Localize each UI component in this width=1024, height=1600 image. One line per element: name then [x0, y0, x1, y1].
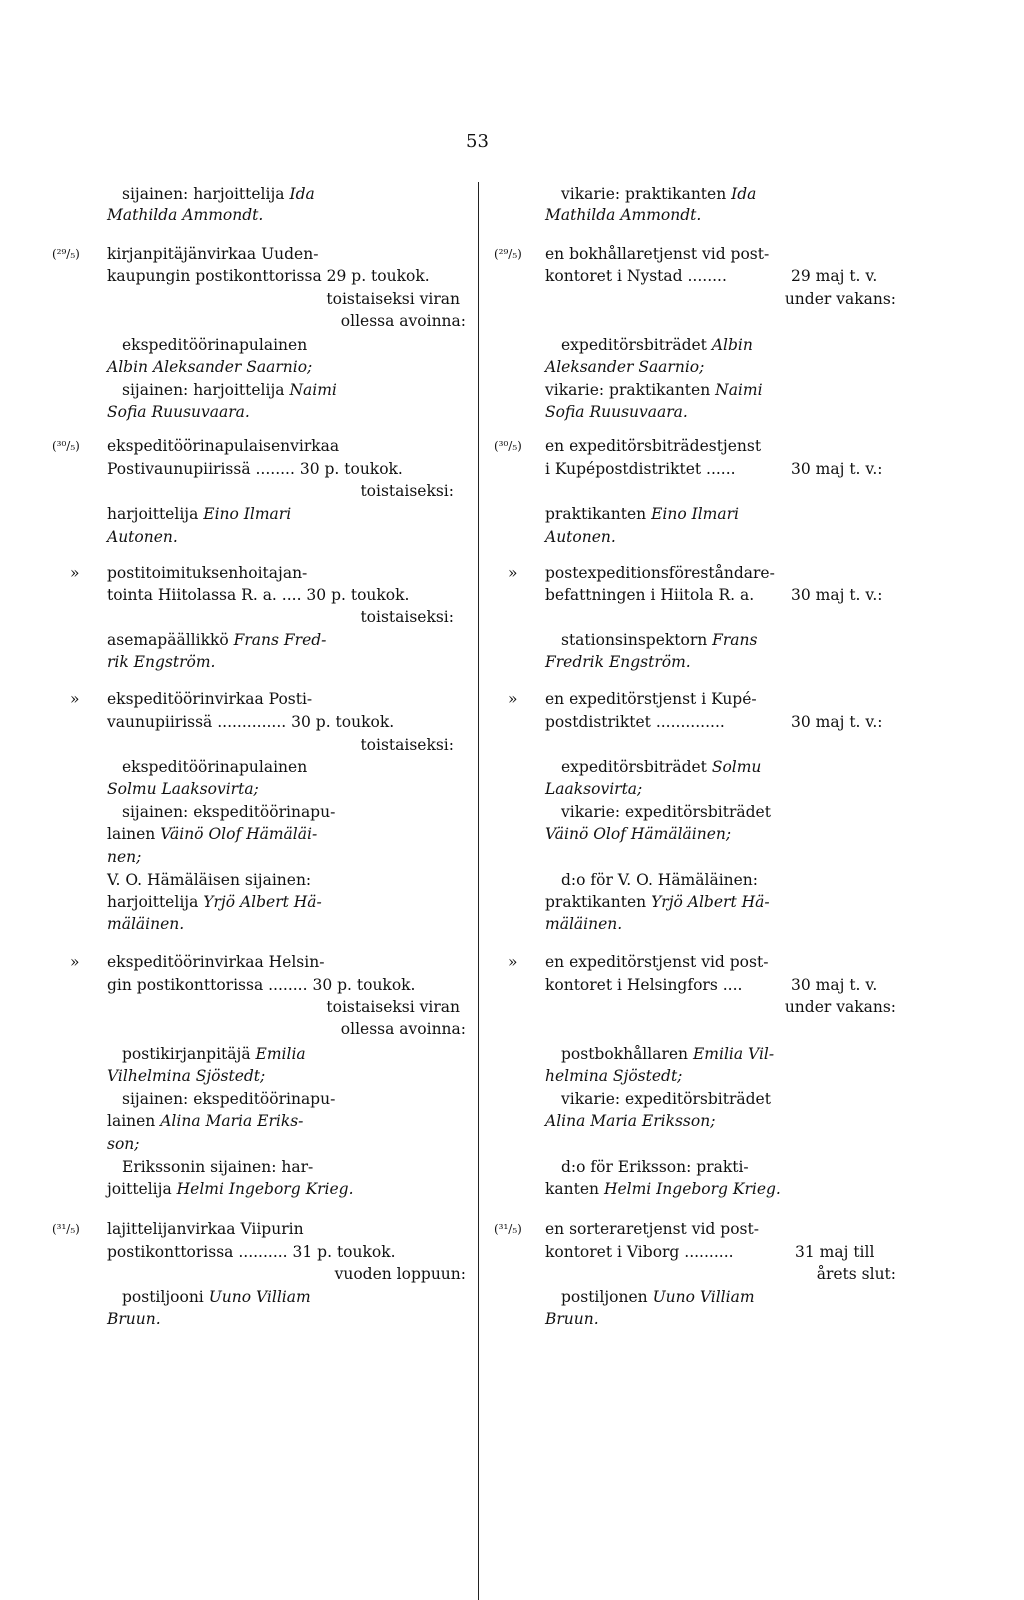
- entry-date: (³¹/₅): [52, 1222, 80, 1236]
- line: Bruun.: [545, 1310, 599, 1328]
- line: postikonttorissa .......... 31 p. toukok.: [107, 1243, 396, 1261]
- line: under vakans:: [784, 998, 896, 1016]
- line: vikarie: praktikanten Ida: [561, 185, 757, 203]
- line: 30 maj t. v.: [791, 976, 878, 994]
- line: kontoret i Viborg ..........: [545, 1243, 734, 1261]
- line: rik Engström.: [107, 653, 216, 671]
- line: vikarie: expeditörsbiträdet: [561, 803, 771, 821]
- line: postiljonen Uuno Villiam: [561, 1288, 755, 1306]
- line: expeditörsbiträdet Albin: [561, 336, 753, 354]
- line: postiljooni Uuno Villiam: [122, 1288, 311, 1306]
- line: Bruun.: [107, 1310, 161, 1328]
- line: 31 maj till: [795, 1243, 875, 1261]
- line: Autonen.: [545, 528, 616, 546]
- line: toistaiseksi viran: [326, 290, 460, 308]
- line: sijainen: harjoittelija Ida: [122, 185, 315, 203]
- line: Laaksovirta;: [545, 780, 643, 798]
- line: 30 maj t. v.:: [791, 713, 883, 731]
- line: sijainen: harjoittelija Naimi: [122, 381, 337, 399]
- line: V. O. Hämäläisen sijainen:: [107, 871, 312, 889]
- ditto-mark: »: [70, 953, 80, 971]
- line: i Kupépostdistriktet ......: [545, 460, 736, 478]
- line: Autonen.: [107, 528, 178, 546]
- line: postdistriktet ..............: [545, 713, 725, 731]
- line: 30 maj t. v.:: [791, 586, 883, 604]
- line: lainen Väinö Olof Hämäläi-: [107, 825, 318, 843]
- line: asemapäällikkö Frans Fred-: [107, 631, 327, 649]
- line: harjoittelija Eino Ilmari: [107, 505, 292, 523]
- line: mäläinen.: [107, 915, 185, 933]
- line: kanten Helmi Ingeborg Krieg.: [545, 1180, 781, 1198]
- entry-date: (²⁹/₅): [52, 247, 80, 261]
- line: postbokhållaren Emilia Vil-: [561, 1045, 775, 1063]
- line: Albin Aleksander Saarnio;: [107, 358, 313, 376]
- line: postikirjanpitäjä Emilia: [122, 1045, 306, 1063]
- line: d:o för V. O. Hämäläinen:: [561, 871, 759, 889]
- line: kaupungin postikonttorissa 29 p. toukok.: [107, 267, 430, 285]
- line: en bokhållaretjenst vid post-: [545, 245, 770, 263]
- line: sijainen: ekspeditöörinapu-: [122, 1090, 336, 1108]
- line: Mathilda Ammondt.: [545, 206, 702, 224]
- entry-date: (³⁰/₅): [494, 439, 522, 453]
- line: sijainen: ekspeditöörinapu-: [122, 803, 336, 821]
- line: vaunupiirissä .............. 30 p. toukok.: [107, 713, 395, 731]
- line: 29 maj t. v.: [791, 267, 878, 285]
- entry-date: (³⁰/₅): [52, 439, 80, 453]
- line: vikarie: expeditörsbiträdet: [561, 1090, 771, 1108]
- line: toistaiseksi:: [360, 482, 454, 500]
- line: Sofia Ruusuvaara.: [107, 403, 250, 421]
- line: befattningen i Hiitola R. a.: [545, 586, 755, 604]
- ditto-mark: »: [508, 564, 518, 582]
- line: toistaiseksi viran: [326, 998, 460, 1016]
- line: toistaiseksi:: [360, 608, 454, 626]
- line: Solmu Laaksovirta;: [107, 780, 259, 798]
- line: lainen Alina Maria Eriks-: [107, 1112, 304, 1130]
- line: ekspeditöörinapulainen: [122, 758, 308, 776]
- line: en expeditörstjenst vid post-: [545, 953, 769, 971]
- line: toistaiseksi:: [360, 736, 454, 754]
- line: nen;: [107, 848, 142, 866]
- line: praktikanten Yrjö Albert Hä-: [545, 893, 770, 911]
- line: Erikssonin sijainen: har-: [122, 1158, 314, 1176]
- line: Mathilda Ammondt.: [107, 206, 264, 224]
- line: helmina Sjöstedt;: [545, 1067, 683, 1085]
- line: joittelija Helmi Ingeborg Krieg.: [107, 1180, 354, 1198]
- line: mäläinen.: [545, 915, 623, 933]
- ditto-mark: »: [70, 690, 80, 708]
- line: vuoden loppuun:: [334, 1265, 466, 1283]
- ditto-mark: »: [508, 953, 518, 971]
- line: Postivaunupiirissä ........ 30 p. toukok.: [107, 460, 403, 478]
- line: gin postikonttorissa ........ 30 p. toukok.: [107, 976, 416, 994]
- line: under vakans:: [784, 290, 896, 308]
- line: kontoret i Helsingfors ....: [545, 976, 743, 994]
- line: ekspeditöörinapulaisenvirkaa: [107, 437, 340, 455]
- line: expeditörsbiträdet Solmu: [561, 758, 762, 776]
- line: vikarie: praktikanten Naimi: [545, 381, 763, 399]
- line: ekspeditöörinvirkaa Posti-: [107, 690, 313, 708]
- line: en expeditörsbiträdestjenst: [545, 437, 762, 455]
- line: kirjanpitäjänvirkaa Uuden-: [107, 245, 319, 263]
- ditto-mark: »: [70, 564, 80, 582]
- line: ekspeditöörinvirkaa Helsin-: [107, 953, 325, 971]
- line: postitoimituksenhoitajan-: [107, 564, 308, 582]
- entry-date: (²⁹/₅): [494, 247, 522, 261]
- line: ollessa avoinna:: [340, 312, 466, 330]
- ditto-mark: »: [508, 690, 518, 708]
- line: ekspeditöörinapulainen: [122, 336, 308, 354]
- line: d:o för Eriksson: prakti-: [561, 1158, 749, 1176]
- line: Fredrik Engström.: [545, 653, 691, 671]
- line: Alina Maria Eriksson;: [545, 1112, 716, 1130]
- line: stationsinspektorn Frans: [561, 631, 758, 649]
- line: tointa Hiitolassa R. a. .... 30 p. toukok.: [107, 586, 410, 604]
- line: Vilhelmina Sjöstedt;: [107, 1067, 266, 1085]
- line: en expeditörstjenst i Kupé-: [545, 690, 757, 708]
- line: Aleksander Saarnio;: [545, 358, 705, 376]
- line: ollessa avoinna:: [340, 1020, 466, 1038]
- line: harjoittelija Yrjö Albert Hä-: [107, 893, 322, 911]
- entry-date: (³¹/₅): [494, 1222, 522, 1236]
- line: kontoret i Nystad ........: [545, 267, 727, 285]
- line: 30 maj t. v.:: [791, 460, 883, 478]
- line: Väinö Olof Hämäläinen;: [545, 825, 732, 843]
- line: årets slut:: [816, 1265, 896, 1283]
- line: son;: [107, 1135, 140, 1153]
- page-number: 53: [466, 131, 489, 152]
- line: praktikanten Eino Ilmari: [545, 505, 739, 523]
- line: en sorteraretjenst vid post-: [545, 1220, 759, 1238]
- column-divider: [478, 182, 479, 1600]
- line: lajittelijanvirkaa Viipurin: [107, 1220, 304, 1238]
- line: Sofia Ruusuvaara.: [545, 403, 688, 421]
- line: postexpeditionsföreståndare-: [545, 564, 775, 582]
